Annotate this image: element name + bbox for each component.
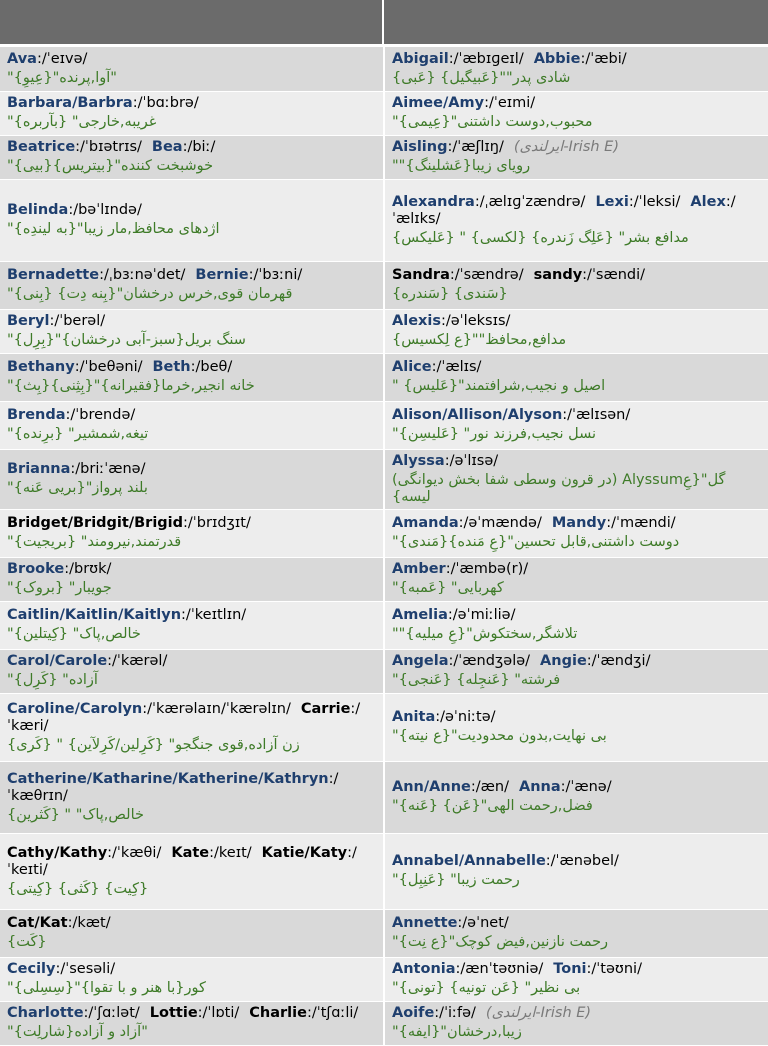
pronunciation: :/ˈændʒi/ xyxy=(586,653,651,669)
name-line xyxy=(7,359,376,376)
persian-meaning: {سَندی} {سَندره} xyxy=(392,286,508,302)
name-line xyxy=(392,453,761,470)
names-table-body xyxy=(0,47,768,1045)
name-label: Kate xyxy=(171,844,210,861)
name-label: Alexandra xyxy=(392,193,475,210)
pronunciation: :/əˈlɪsə/ xyxy=(444,452,499,469)
origin-note: (ایرلندی-Irish E) xyxy=(513,139,619,155)
persian-meaning: "آزاد و آزاده{شارلِت}" xyxy=(7,1024,148,1040)
pronunciation: :/æn/ xyxy=(470,779,509,795)
name-line xyxy=(392,709,761,726)
pronunciation: :/ˈænə/ xyxy=(560,779,612,795)
persian-meaning: {کَت} xyxy=(7,934,47,950)
table-row xyxy=(0,449,768,509)
persian-meaning: بی نهایت,بدون محدودیت"{ع نیته}" xyxy=(392,728,607,744)
persian-meaning: قدرتمند,نیرومند" {بریجیت}" xyxy=(7,534,182,550)
table-row xyxy=(0,693,768,761)
pronunciation: :/kæt/ xyxy=(67,915,111,931)
name-label: Cecily xyxy=(7,961,56,977)
table-row xyxy=(0,135,768,179)
name-line xyxy=(392,95,761,112)
name-label: Beth xyxy=(152,359,191,375)
pronunciation: :/ˈeɪmi/ xyxy=(484,95,536,111)
name-label: Brooke xyxy=(7,561,65,577)
pronunciation: :/bəˈlɪndə/ xyxy=(68,202,142,218)
name-cell-left xyxy=(0,261,384,309)
name-line xyxy=(392,407,761,424)
name-label: Carrie xyxy=(300,700,351,717)
pronunciation: :/ˈkæri/ xyxy=(7,700,361,734)
name-label: Alice xyxy=(392,359,432,375)
persian-meaning: خالص,پاک" {کِیتلین}" xyxy=(7,626,141,642)
name-cell-left xyxy=(0,909,384,957)
name-label: Amber xyxy=(392,561,446,577)
name-label: Alex xyxy=(690,193,726,210)
name-cell-left xyxy=(0,1001,384,1045)
pronunciation: :/keɪt/ xyxy=(209,844,252,861)
name-label: Bea xyxy=(151,139,183,155)
name-label: Charlie xyxy=(249,1005,307,1021)
name-line xyxy=(7,313,376,330)
name-label: Beatrice xyxy=(7,139,76,155)
name-label: Lottie xyxy=(149,1005,198,1021)
name-cell-right xyxy=(384,261,768,309)
table-row xyxy=(0,909,768,957)
pronunciation: :/ˈbrendə/ xyxy=(65,407,136,423)
persian-meaning: خالص,پاک" " {کَثرین} xyxy=(7,806,144,823)
header-cell-left xyxy=(0,0,384,44)
name-label: Bethany xyxy=(7,359,75,375)
name-line xyxy=(7,771,376,805)
pronunciation: :/ænˈtəʊniə/ xyxy=(455,961,544,977)
header-cell-right xyxy=(384,0,768,44)
name-cell-left xyxy=(0,649,384,693)
name-line xyxy=(7,701,376,735)
name-cell-right xyxy=(384,909,768,957)
name-line xyxy=(392,515,761,532)
persian-meaning: رویای زیبا{عَشلینگ}"" xyxy=(392,158,531,174)
persian-meaning: گل"{عِAlyssum (در قرون وسطی شفا بخش دیوانگی) لیسه} xyxy=(392,471,726,505)
pronunciation: :/ˈæbɪɡeɪl/ xyxy=(448,50,524,67)
name-cell-left xyxy=(0,179,384,261)
name-line xyxy=(7,95,376,112)
table-row xyxy=(0,509,768,557)
pronunciation: :/ˈænəbel/ xyxy=(545,853,619,869)
table-row xyxy=(0,179,768,261)
name-cell-right xyxy=(384,649,768,693)
name-line xyxy=(392,267,761,284)
persian-meaning: جویبار" {بروک}" xyxy=(7,580,112,596)
name-label: Barbara/Barbra xyxy=(7,95,133,111)
pronunciation: :/briːˈænə/ xyxy=(70,461,146,477)
persian-meaning: نسل نجیب,فرزند نور" {عَلیسِن}" xyxy=(392,426,597,442)
pronunciation: :/ˈtʃɑːli/ xyxy=(306,1005,359,1021)
persian-meaning: تلاشگر,سختکوش"{عِ میلیه}"" xyxy=(392,626,578,642)
name-label: Angie xyxy=(540,653,587,669)
name-cell-right xyxy=(384,509,768,557)
name-cell-left xyxy=(0,401,384,449)
name-cell-left xyxy=(0,47,384,91)
name-label: sandy xyxy=(533,267,583,283)
persian-meaning: "آوا,پرنده"{عِیوِ}" xyxy=(7,69,117,86)
persian-meaning: خوشبخت کننده"{بیتریس}{بیی}" xyxy=(7,158,214,174)
name-label: Cathy/Kathy xyxy=(7,844,108,861)
pronunciation: :/ˈæmbə(r)/ xyxy=(445,561,529,577)
name-cell-left xyxy=(0,833,384,909)
pronunciation: :/ˈkæθi/ xyxy=(107,844,162,861)
pronunciation: :/ˈkærəlaɪn/ˈkærəlɪn/ xyxy=(142,700,291,717)
name-label: Antonia xyxy=(392,961,456,977)
name-cell-left xyxy=(0,309,384,353)
name-line xyxy=(7,407,376,424)
pronunciation: :/əˈniːtə/ xyxy=(435,709,496,725)
name-label: Abbie xyxy=(533,50,581,67)
table-row xyxy=(0,957,768,1001)
table-row xyxy=(0,761,768,833)
table-header xyxy=(0,0,768,47)
name-line xyxy=(392,313,761,330)
name-line xyxy=(7,202,376,219)
pronunciation: :/ˈeɪvə/ xyxy=(36,50,88,67)
name-cell-left xyxy=(0,353,384,401)
pronunciation: :/ˈmændi/ xyxy=(606,515,676,531)
name-label: Alexis xyxy=(392,313,441,329)
pronunciation: :/əˈnet/ xyxy=(457,915,509,931)
persian-meaning: رحمت نازنین,فیض کوچک"{ع نِت}" xyxy=(392,934,609,950)
pronunciation: :/ˈkærəl/ xyxy=(107,653,168,669)
persian-meaning: اژدهای محافظ,مار زیبا"{به لیندِه}" xyxy=(7,221,220,237)
pronunciation: :/biː/ xyxy=(182,139,216,155)
pronunciation: :/əˈleksɪs/ xyxy=(440,313,511,329)
persian-meaning: مدافع,محافظ""{ع لِکسیس} xyxy=(392,332,567,348)
name-line xyxy=(392,915,761,932)
name-line xyxy=(7,461,376,478)
name-label: Cat/Kat xyxy=(7,915,68,931)
persian-meaning: رحمت زیبا" {عَنِبِل}" xyxy=(392,872,520,888)
persian-meaning: مدافع بشر" {عَلِگ زَندره} {لکسی} " {عَلیکس} xyxy=(392,229,689,246)
name-cell-right xyxy=(384,91,768,135)
name-cell-right xyxy=(384,309,768,353)
table-row xyxy=(0,601,768,649)
name-label: Bernie xyxy=(195,267,249,283)
name-line xyxy=(7,561,376,578)
pronunciation: :/ˈbeθəni/ xyxy=(74,359,143,375)
persian-meaning: بلند پرواز"{بریی عَنه}" xyxy=(7,480,148,496)
pronunciation: :/ˈleksi/ xyxy=(628,193,681,210)
name-label: Anita xyxy=(392,709,436,725)
table-row xyxy=(0,557,768,601)
pronunciation: :/ˈkeɪtlɪn/ xyxy=(181,607,247,623)
name-cell-right xyxy=(384,957,768,1001)
name-line xyxy=(7,1005,376,1022)
name-label: Abigail xyxy=(392,50,449,67)
name-label: Lexi xyxy=(595,193,629,210)
persian-meaning: غریبه,خارجی" {بآربره}" xyxy=(7,114,157,130)
persian-meaning: فرشته" {عَنجِله} {عَنجی}" xyxy=(392,672,561,688)
persian-meaning: کهربایی" {عَمبه}" xyxy=(392,580,504,596)
name-label: Amelia xyxy=(392,607,448,623)
origin-note: (ایرلندی-Irish E) xyxy=(485,1005,592,1021)
name-label: Amanda xyxy=(392,515,459,531)
name-label: Toni xyxy=(553,961,587,977)
pronunciation: :/ˈbrɪdʒɪt/ xyxy=(183,515,251,531)
pronunciation: :/ˈælɪs/ xyxy=(431,359,482,375)
name-line xyxy=(392,853,761,870)
persian-meaning: محبوب,دوست داشتنی"{عِیمی}" xyxy=(392,114,593,130)
name-label: Caroline/Carolyn xyxy=(7,700,143,717)
persian-meaning: آزاده" {کَرِل}" xyxy=(7,672,98,688)
persian-meaning: بی نظیر" {عَن تونیه} {تونی}" xyxy=(392,980,581,996)
persian-meaning: زیبا,درخشان"{ایفه}" xyxy=(392,1024,522,1040)
name-label: Aoife xyxy=(392,1005,435,1021)
name-line xyxy=(7,915,376,932)
name-label: Charlotte xyxy=(7,1005,84,1021)
name-label: Annabel/Annabelle xyxy=(392,853,546,869)
name-label: Anna xyxy=(518,779,561,795)
pronunciation: :/ˈælɪks/ xyxy=(392,193,736,227)
table-row xyxy=(0,91,768,135)
name-line xyxy=(7,607,376,624)
pronunciation: :/ˈæʃlɪŋ/ xyxy=(447,139,504,155)
name-line xyxy=(7,515,376,532)
name-label: Katie/Katy xyxy=(261,844,348,861)
pronunciation: :/ˈsændi/ xyxy=(582,267,646,283)
pronunciation: :/ˈkeɪti/ xyxy=(7,844,357,878)
name-line xyxy=(7,845,376,879)
name-line xyxy=(7,961,376,978)
persian-meaning: زن آزاده,قوی جنگجو" {کَرِلین/کَرِلآین} " {کَری} xyxy=(7,736,300,753)
table-row xyxy=(0,309,768,353)
persian-meaning: قهرمان قوی,خرس درخشان"{بِنه دِت} {بِنی}" xyxy=(7,286,293,302)
name-label: Carol/Carole xyxy=(7,653,108,669)
name-cell-right xyxy=(384,353,768,401)
name-label: Bridget/Bridgit/Brigid xyxy=(7,515,184,531)
persian-meaning: فضل,رحمت الهی"{عَن} {عَنه}" xyxy=(392,798,593,814)
pronunciation: :/əˈmiːliə/ xyxy=(447,607,516,623)
name-label: Angela xyxy=(392,653,449,669)
name-line xyxy=(392,561,761,578)
pronunciation: :/ˈbɜːni/ xyxy=(248,267,303,283)
name-label: Alison/Allison/Alyson xyxy=(392,407,563,423)
name-cell-left xyxy=(0,601,384,649)
name-cell-left xyxy=(0,693,384,761)
pronunciation: :/ˌælɪɡˈzændrə/ xyxy=(474,193,586,210)
name-line xyxy=(392,1005,761,1022)
pronunciation: :/ˈʃɑːlət/ xyxy=(83,1005,140,1021)
name-label: Brianna xyxy=(7,461,71,477)
name-label: Belinda xyxy=(7,202,69,218)
name-line xyxy=(392,653,761,670)
pronunciation: :/ˈændʒələ/ xyxy=(448,653,531,669)
name-cell-left xyxy=(0,449,384,509)
pronunciation: :/ˈlɒti/ xyxy=(197,1005,240,1021)
name-line xyxy=(392,607,761,624)
table-row xyxy=(0,401,768,449)
table-row xyxy=(0,1001,768,1045)
name-line xyxy=(7,653,376,670)
name-cell-right xyxy=(384,47,768,91)
persian-meaning: خانه انجیر,خرما{فقیرانه}"{بِثِنی}{بِث}" xyxy=(7,378,255,394)
name-cell-left xyxy=(0,557,384,601)
name-line xyxy=(392,359,761,376)
pronunciation: :/ˈsændrə/ xyxy=(449,267,524,283)
name-label: Bernadette xyxy=(7,267,100,283)
pronunciation: :/ˈælɪsən/ xyxy=(562,407,631,423)
table-row xyxy=(0,353,768,401)
name-cell-right xyxy=(384,761,768,833)
name-label: Mandy xyxy=(551,515,607,531)
name-cell-left xyxy=(0,957,384,1001)
persian-meaning: کور{با هنر و با تقوا}"{سِسِلی}" xyxy=(7,980,206,996)
pronunciation: :/ˈiːfə/ xyxy=(434,1005,476,1021)
table-row xyxy=(0,47,768,91)
name-cell-right xyxy=(384,557,768,601)
table-row xyxy=(0,833,768,909)
name-label: Beryl xyxy=(7,313,50,329)
name-label: Annette xyxy=(392,915,458,931)
name-cell-right xyxy=(384,1001,768,1045)
name-label: Sandra xyxy=(392,267,450,283)
persian-meaning: اصیل و نجیب,شرافتمند"{عَلیس} " xyxy=(392,378,606,394)
pronunciation: :/əˈmændə/ xyxy=(458,515,542,531)
pronunciation: :/ˈbɑːbrə/ xyxy=(132,95,199,111)
name-cell-left xyxy=(0,509,384,557)
name-cell-right xyxy=(384,135,768,179)
name-cell-right xyxy=(384,693,768,761)
name-line xyxy=(392,194,761,228)
pronunciation: :/beθ/ xyxy=(190,359,233,375)
table-row xyxy=(0,261,768,309)
persian-meaning: دوست داشتنی,قابل تحسین"{عِ مَنده}{مَندی}" xyxy=(392,534,680,550)
persian-meaning: سنگ بریل{سبز-آبی درخشان}"{بِرِل}" xyxy=(7,332,246,348)
pronunciation: :/ˈsesəli/ xyxy=(55,961,116,977)
name-cell-right xyxy=(384,601,768,649)
persian-meaning: {کِیت} {کَثی} {کِیتی} xyxy=(7,880,149,897)
name-line xyxy=(7,51,376,68)
pronunciation: :/ˈæbi/ xyxy=(580,50,627,67)
names-table xyxy=(0,47,768,1046)
name-cell-right xyxy=(384,401,768,449)
name-cell-left xyxy=(0,135,384,179)
name-label: Caitlin/Kaitlin/Kaitlyn xyxy=(7,607,182,623)
name-cell-left xyxy=(0,91,384,135)
name-label: Aimee/Amy xyxy=(392,95,485,111)
name-cell-right xyxy=(384,833,768,909)
table-row xyxy=(0,649,768,693)
name-line xyxy=(392,779,761,796)
name-cell-left xyxy=(0,761,384,833)
name-cell-right xyxy=(384,449,768,509)
name-label: Ann/Anne xyxy=(392,779,471,795)
pronunciation: :/ˈbɪətrɪs/ xyxy=(75,139,142,155)
pronunciation: :/ ˈkæθrɪn/ xyxy=(7,770,339,804)
persian-meaning: شادی پدر""{عَبیگیل} {عَبی} xyxy=(392,69,571,86)
name-line xyxy=(7,267,376,284)
name-line xyxy=(392,51,761,68)
name-line xyxy=(392,961,761,978)
name-line xyxy=(392,139,761,156)
pronunciation: :/ˈtəʊni/ xyxy=(586,961,642,977)
name-line xyxy=(7,139,376,156)
name-label: Alyssa xyxy=(392,452,445,469)
pronunciation: :/brʊk/ xyxy=(64,561,112,577)
name-label: Ava xyxy=(7,50,37,67)
pronunciation: :/ˌbɜːnəˈdet/ xyxy=(99,267,186,283)
persian-meaning: تیغه,شمشیر" {برِنده}" xyxy=(7,426,149,442)
pronunciation: :/ˈberəl/ xyxy=(49,313,106,329)
name-label: Catherine/Katharine/Katherine/Kathryn xyxy=(7,770,329,787)
name-label: Brenda xyxy=(7,407,66,423)
name-cell-right xyxy=(384,179,768,261)
name-label: Aisling xyxy=(392,139,448,155)
